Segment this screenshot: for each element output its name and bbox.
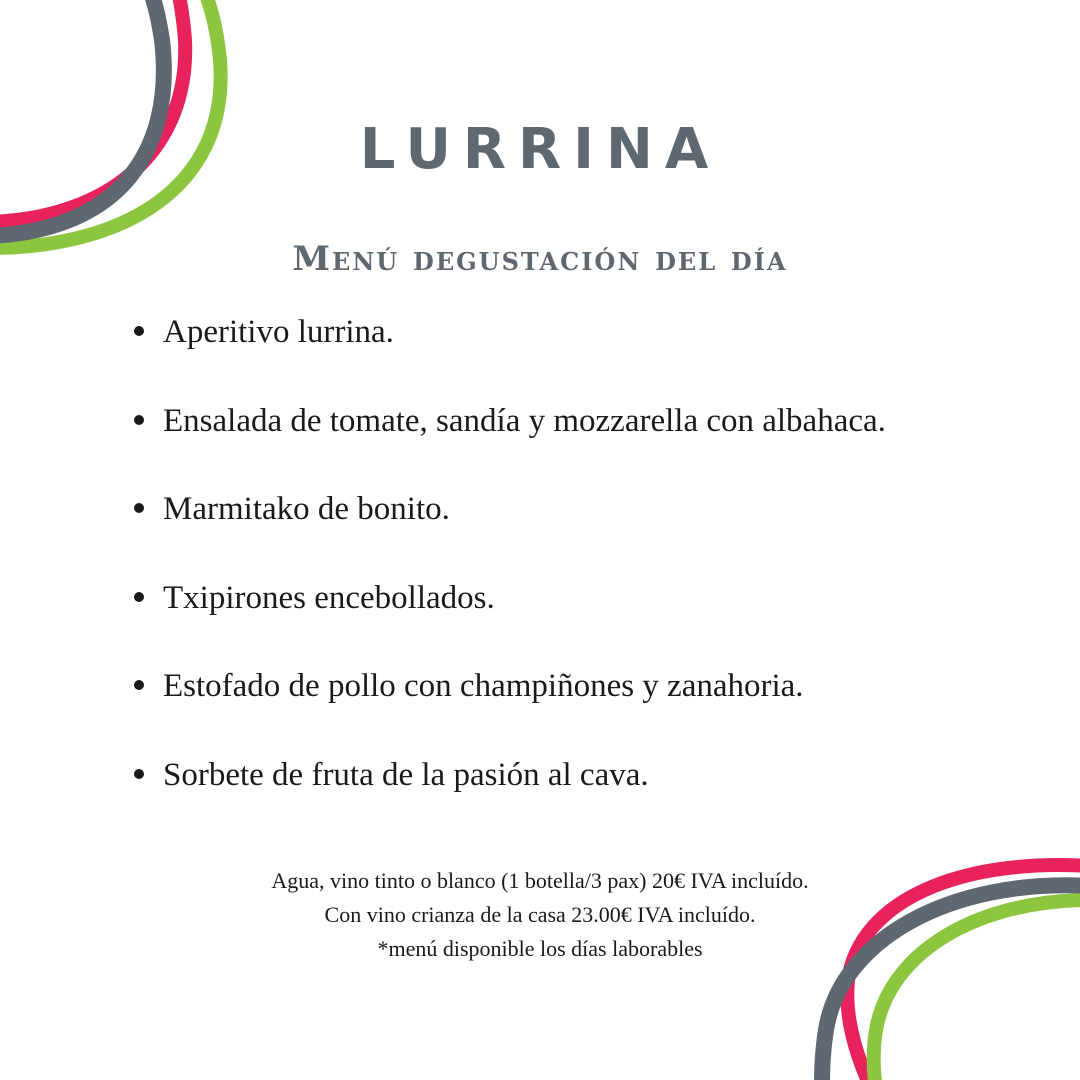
- menu-item-text: Ensalada de tomate, sandía y mozzarella con albahaca.: [163, 402, 886, 439]
- menu-item-text: Txipirones encebollados.: [163, 579, 495, 616]
- menu-list: [130, 304, 1030, 836]
- menu-item-text: Estofado de pollo con champiñones y zanahoria.: [163, 668, 804, 705]
- bullet-dot-icon: [134, 415, 144, 425]
- footer-notes: [0, 864, 1080, 966]
- list-item: [130, 304, 1030, 393]
- menu-item-text: Sorbete de fruta de la pasión al cava.: [163, 756, 649, 793]
- bullet-dot-icon: [134, 592, 144, 602]
- menu-title: Menú degustación del día: [292, 239, 788, 279]
- footer-drinks-note: Agua, vino tinto o blanco (1 botella/3 pax) 20€ IVA incluído.: [271, 868, 809, 893]
- list-item: [130, 481, 1030, 570]
- footer-crianza-note: Con vino crianza de la casa 23.00€ IVA incluído.: [324, 902, 756, 927]
- bullet-dot-icon: [134, 769, 144, 779]
- footer-availability-note: *menú disponible los días laborables: [377, 936, 703, 961]
- menu-item-text: Aperitivo lurrina.: [163, 314, 394, 350]
- menu-item-text: Marmitako de bonito.: [163, 491, 450, 528]
- bullet-dot-icon: [134, 326, 144, 336]
- list-item: [130, 747, 1030, 836]
- brand-title: LURRINA: [359, 117, 721, 182]
- list-item: [130, 570, 1030, 659]
- list-item: [130, 658, 1030, 747]
- bullet-dot-icon: [134, 680, 144, 690]
- swirl-top-left-pink: [0, 0, 185, 222]
- bullet-dot-icon: [134, 503, 144, 513]
- list-item: [130, 393, 1030, 482]
